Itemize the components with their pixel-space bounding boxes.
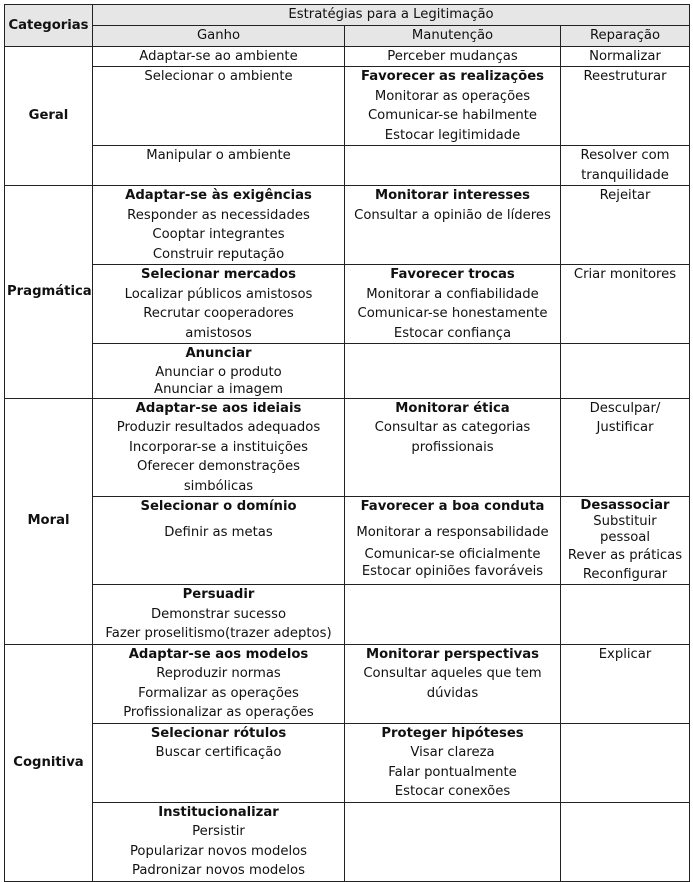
cell [93,644,345,723]
strategy-title: Desassociar [580,498,670,513]
cell [93,585,345,645]
item: tranquilidade [581,167,669,183]
empty-cell [345,802,561,881]
category-pragmatica: Pragmática [5,186,93,399]
item: Demonstrar sucesso [150,606,287,622]
item: Responder as necessidades [127,207,310,223]
item: Oferecer demonstrações [137,459,300,474]
strategy-title: Selecionar o domínio [140,499,297,514]
item: Visar clareza [410,745,495,760]
empty-cell [561,723,690,802]
category-moral: Moral [5,398,93,644]
item: Comunicar-se habilmente [367,108,538,123]
empty-cell [345,146,561,186]
item: Comunicar-se honestamente [357,306,548,321]
item: Consultar aqueles que tem [363,666,542,681]
geral-row-1 [5,46,690,67]
strategy-title: Adaptar-se aos modelos [128,646,309,662]
item: Estocar legitimidade [384,127,521,143]
header-row-2 [5,26,690,47]
strategy-title: Proteger hipóteses [381,725,524,741]
item: Estocar opiniões favoráveis [361,564,544,579]
item: Popularizar novos modelos [129,843,308,859]
cell [561,46,690,67]
moral-row-3 [5,585,690,645]
item: Recrutar cooperadores [143,306,294,321]
cell [93,67,345,146]
item: Perceber mudanças [387,48,518,64]
header-reparacao: Reparação [561,26,690,47]
item: Produzir resultados adequados [116,420,321,435]
strategy-title: Favorecer a boa conduta [360,499,545,514]
cognitiva-row-3 [5,802,690,881]
cell [345,497,561,585]
geral-row-2 [5,67,690,146]
cognitiva-row-1 [5,644,690,723]
item: Estocar confiança [393,325,512,341]
item: amistosos [185,325,252,341]
category-cognitiva: Cognitiva [5,644,93,881]
cell [561,398,690,497]
geral-row-3 [5,146,690,186]
cell [561,186,690,265]
moral-row-2 [5,497,690,585]
item: dúvidas [426,685,479,701]
item: Reproduzir normas [156,666,281,681]
item: Padronizar novos modelos [131,863,305,878]
legitimation-strategies-table [4,4,690,882]
strategy-title: Favorecer trocas [390,267,515,282]
item: Rejeitar [599,188,651,203]
item: Monitorar as operações [374,88,531,104]
item: Consultar as categorias [374,420,531,435]
item: Anunciar o produto [155,364,282,380]
moral-row-1 [5,398,690,497]
strategy-title: Favorecer as realizações [360,69,545,84]
cell [93,46,345,67]
cell [345,398,561,497]
item: Criar monitores [573,267,677,282]
item: Adaptar-se ao ambiente [139,48,298,64]
item: pessoal [599,530,651,545]
strategy-title: Adaptar-se aos ideiais [135,400,302,416]
strategy-title: Anunciar [185,346,252,361]
item: Formalizar as operações [138,685,299,701]
empty-cell [561,344,690,399]
cell [345,186,561,265]
item: Localizar públicos amistosos [124,286,313,302]
item: Profissionalizar as operações [123,705,314,720]
strategy-title: Persuadir [182,587,255,602]
cell [93,186,345,265]
header-row-1 [5,5,690,26]
item: Selecionar o ambiente [144,69,293,84]
cell [561,146,690,186]
empty-cell [561,585,690,645]
strategy-title: Adaptar-se às exigências [125,188,312,203]
item: Consultar a opinião de líderes [354,207,551,223]
cell [345,46,561,67]
item: Anunciar a imagem [154,381,283,397]
item: simbólicas [183,478,254,494]
item: Desculpar/ [589,400,661,416]
item: Monitorar a responsabilidade [356,524,549,540]
item: Comunicar-se oficialmente [364,547,541,562]
item: Buscar certificação [155,745,282,760]
item: Persistir [192,824,245,839]
header-estrategias: Estratégias para a Legitimação [93,5,690,26]
cell [93,398,345,497]
cell [561,265,690,344]
item: Reestruturar [583,69,667,84]
strategy-title: Selecionar mercados [141,267,296,282]
cell [93,802,345,881]
cell [93,265,345,344]
item: Explicar [598,646,652,662]
item: Estocar conexões [394,784,511,799]
item: Fazer proselitismo(trazer adeptos) [105,626,332,641]
item: Reconfigurar [582,567,668,582]
header-categorias: Categorias [5,5,93,47]
pragmatica-row-3 [5,344,690,399]
cell [345,265,561,344]
item: Resolver com [580,148,670,163]
cell [561,644,690,723]
item: Falar pontualmente [388,764,517,780]
strategy-title: Monitorar interesses [374,188,531,203]
item: Rever as práticas [567,548,683,563]
strategy-title: Monitorar ética [395,400,510,416]
item: Substituir [593,514,657,529]
pragmatica-row-1 [5,186,690,265]
cell [345,723,561,802]
empty-cell [345,344,561,399]
item: Monitorar a confiabilidade [366,286,539,302]
item: Construir reputação [152,246,285,262]
empty-cell [561,802,690,881]
cognitiva-row-2 [5,723,690,802]
cell [345,67,561,146]
cell [561,67,690,146]
empty-cell [345,585,561,645]
item: Normalizar [589,48,661,64]
cell [93,146,345,186]
strategy-title: Institucionalizar [158,804,279,820]
item: profissionais [411,439,494,455]
category-geral: Geral [5,46,93,186]
cell [93,723,345,802]
item: Definir as metas [164,524,273,540]
item: Cooptar integrantes [152,227,285,242]
header-ganho: Ganho [93,26,345,47]
cell [561,497,690,585]
cell [93,497,345,585]
cell [345,644,561,723]
item: Incorporar-se a instituições [129,439,308,455]
strategy-title: Monitorar perspectivas [365,646,540,662]
pragmatica-row-2 [5,265,690,344]
item: Justificar [596,420,654,435]
strategy-title: Selecionar rótulos [150,725,287,741]
item: Manipular o ambiente [146,148,291,163]
cell [93,344,345,399]
header-manutencao: Manutenção [345,26,561,47]
